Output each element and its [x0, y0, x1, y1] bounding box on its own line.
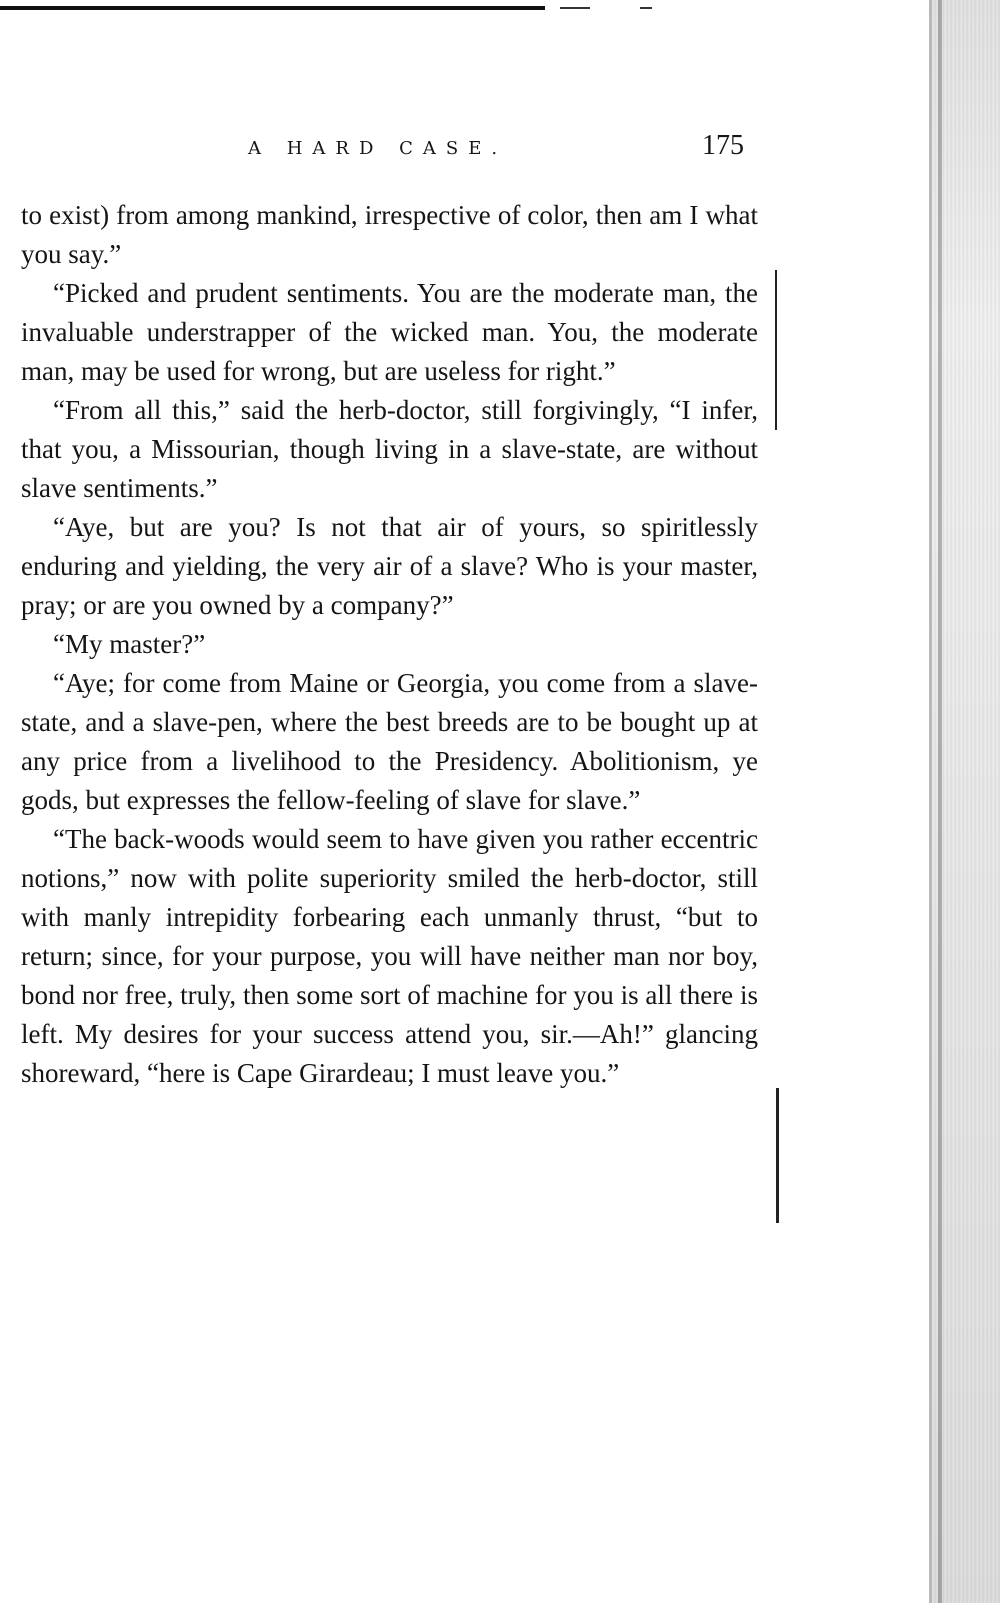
paragraph: “Picked and prudent sentiments. You are the moderate man, the invaluable understrapper of the wicked man. You, the moderate man, may be used for wrong, but are useless for right.” — [21, 278, 758, 386]
paragraph: “My master?” — [53, 629, 206, 659]
paragraph: to exist) from among mankind, irrespective of color, then am I what you say.” — [21, 200, 758, 269]
paragraph: “Aye, but are you? Is not that air of yours, so spiritlessly enduring and yielding, the very air of a slave? Who is your master, pray; or are you owned by a company?” — [21, 512, 758, 620]
top-rule — [0, 6, 545, 10]
top-rule-dash — [640, 7, 652, 9]
margin-mark — [776, 1088, 779, 1223]
paragraph: “From all this,” said the herb-doctor, still forgivingly, “I infer, that you, a Missourian, though living in a slave-state, are without slave sentiments.” — [21, 395, 758, 503]
margin-mark — [775, 270, 777, 430]
paragraph: “Aye; for come from Maine or Georgia, you come from a slave-state, and a slave-pen, where the best breeds are to be bought up at any price from a livelihood to the Presidency. Abolitionism, ye gods, but expresses the fellow-feeling of slave for slave.” — [21, 668, 758, 815]
running-head: A HARD CASE. — [248, 138, 508, 159]
page-edge — [929, 0, 1000, 1603]
page-text — [21, 196, 758, 1093]
top-rule-dash — [560, 7, 590, 9]
page-number: 175 — [702, 130, 744, 161]
paragraph: “The back-woods would seem to have given you rather eccentric notions,” now with polite superiority smiled the herb-doctor, still with manly intrepidity forbearing each unmanly thrust, “but to return; since, for your purpose, you will have neither man nor boy, bond nor free, truly, then some sort of machine for you is all there is left. My desires for your success attend you, sir.—Ah!” glancing shoreward, “here is Cape Girardeau; I must leave you.” — [21, 824, 758, 1088]
